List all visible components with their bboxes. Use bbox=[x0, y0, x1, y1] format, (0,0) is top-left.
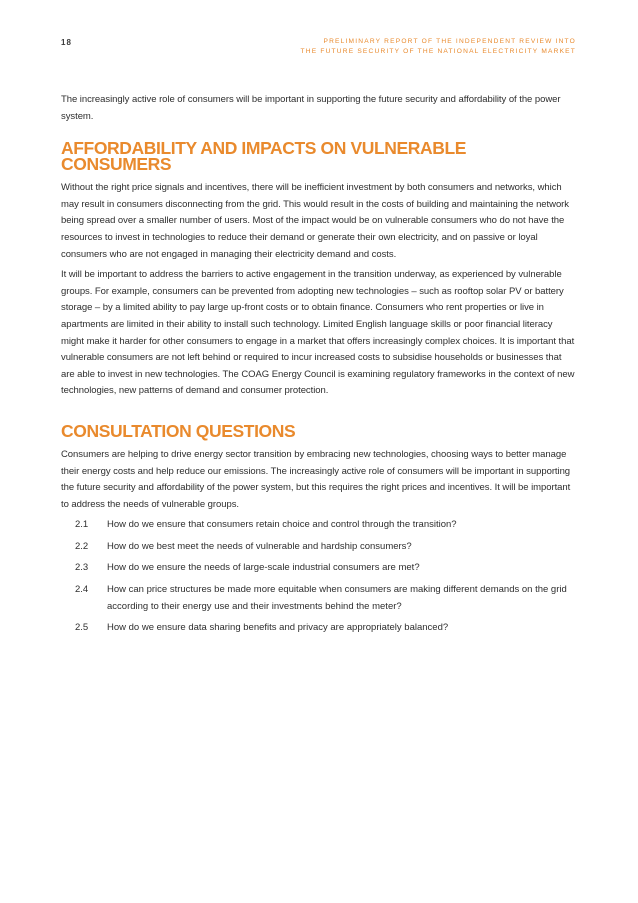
running-header bbox=[301, 37, 576, 57]
question-text: How do we ensure that consumers retain choice and control through the transition? bbox=[107, 519, 457, 531]
question-text: How do we ensure the needs of large-scale industrial consumers are met? bbox=[107, 562, 420, 574]
question-number: 2.2 bbox=[75, 540, 89, 552]
consultation-paragraph: Consumers are helping to drive energy sector transition by embracing new technologies, choosing ways to better manage their energy costs and help reduce our emissions. The increasingly active role of consumers will be important in supporting the future security and affordability of the power system, but this requires the right prices and incentives. It will be important to address the needs of vulnerable groups. bbox=[61, 448, 571, 510]
running-header-line-1: PRELIMINARY REPORT OF THE INDEPENDENT REVIEW INTO bbox=[323, 38, 576, 45]
question-number: 2.3 bbox=[75, 562, 89, 574]
page-number: 18 bbox=[61, 38, 72, 47]
running-header-line-2: THE FUTURE SECURITY OF THE NATIONAL ELECTRICITY MARKET bbox=[300, 48, 576, 55]
question-item bbox=[61, 582, 577, 615]
question-item bbox=[61, 620, 577, 637]
question-item bbox=[61, 517, 577, 534]
page-content bbox=[61, 92, 577, 642]
question-item bbox=[61, 539, 577, 556]
consultation-heading: CONSULTATION QUESTIONS bbox=[61, 420, 296, 441]
question-text: How can price structures be made more equitable when consumers are making different demands on the grid according to their energy use and their investments behind the meter? bbox=[107, 584, 567, 612]
question-number: 2.5 bbox=[75, 622, 89, 634]
question-number: 2.4 bbox=[75, 584, 89, 596]
intro-paragraph: The increasingly active role of consumers will be important in supporting the future security and affordability of the power system. bbox=[61, 94, 561, 122]
question-text: How do we ensure data sharing benefits and privacy are appropriately balanced? bbox=[107, 622, 449, 634]
affordability-heading: AFFORDABILITY AND IMPACTS ON VULNERABLE CONSUMERS bbox=[61, 138, 467, 175]
affordability-paragraph-2: It will be important to address the barriers to active engagement in the transition underway, as experienced by vulnerable groups. For example, consumers can be prevented from adopting new technologies – such as rooftop solar PV or battery storage – by a limited ability to pay large up-front costs or to obtain finance. Consumers who rent properties or live in apartments are limited in their ability to install such technology. Limited English language skills or poor financial literacy might make it harder for other consumers to engage in a market that offers increasingly complex choices. It is important that vulnerable consumers are not left behind or required to incur increased costs to subsidise households or businesses that are able to invest in new technologies. The COAG Energy Council is examining regulatory frameworks in the context of new technologies, new patterns of demand and consumer protection. bbox=[61, 269, 575, 397]
affordability-paragraph-1: Without the right price signals and incentives, there will be inefficient investment by both consumers and networks, which may result in consumers disconnecting from the grid. This would result in the costs of building and maintaining the network being spread over a smaller number of users. Most of the impact would be on vulnerable consumers who do not have the resources to invest in technologies to reduce their demand or generate their own electricity, and on passive or loyal consumers who are not engaged in managing their electricity demand and costs. bbox=[61, 182, 569, 260]
question-list bbox=[61, 517, 577, 637]
question-text: How do we best meet the needs of vulnerable and hardship consumers? bbox=[107, 540, 412, 552]
question-item bbox=[61, 560, 577, 577]
question-number: 2.1 bbox=[75, 519, 89, 531]
